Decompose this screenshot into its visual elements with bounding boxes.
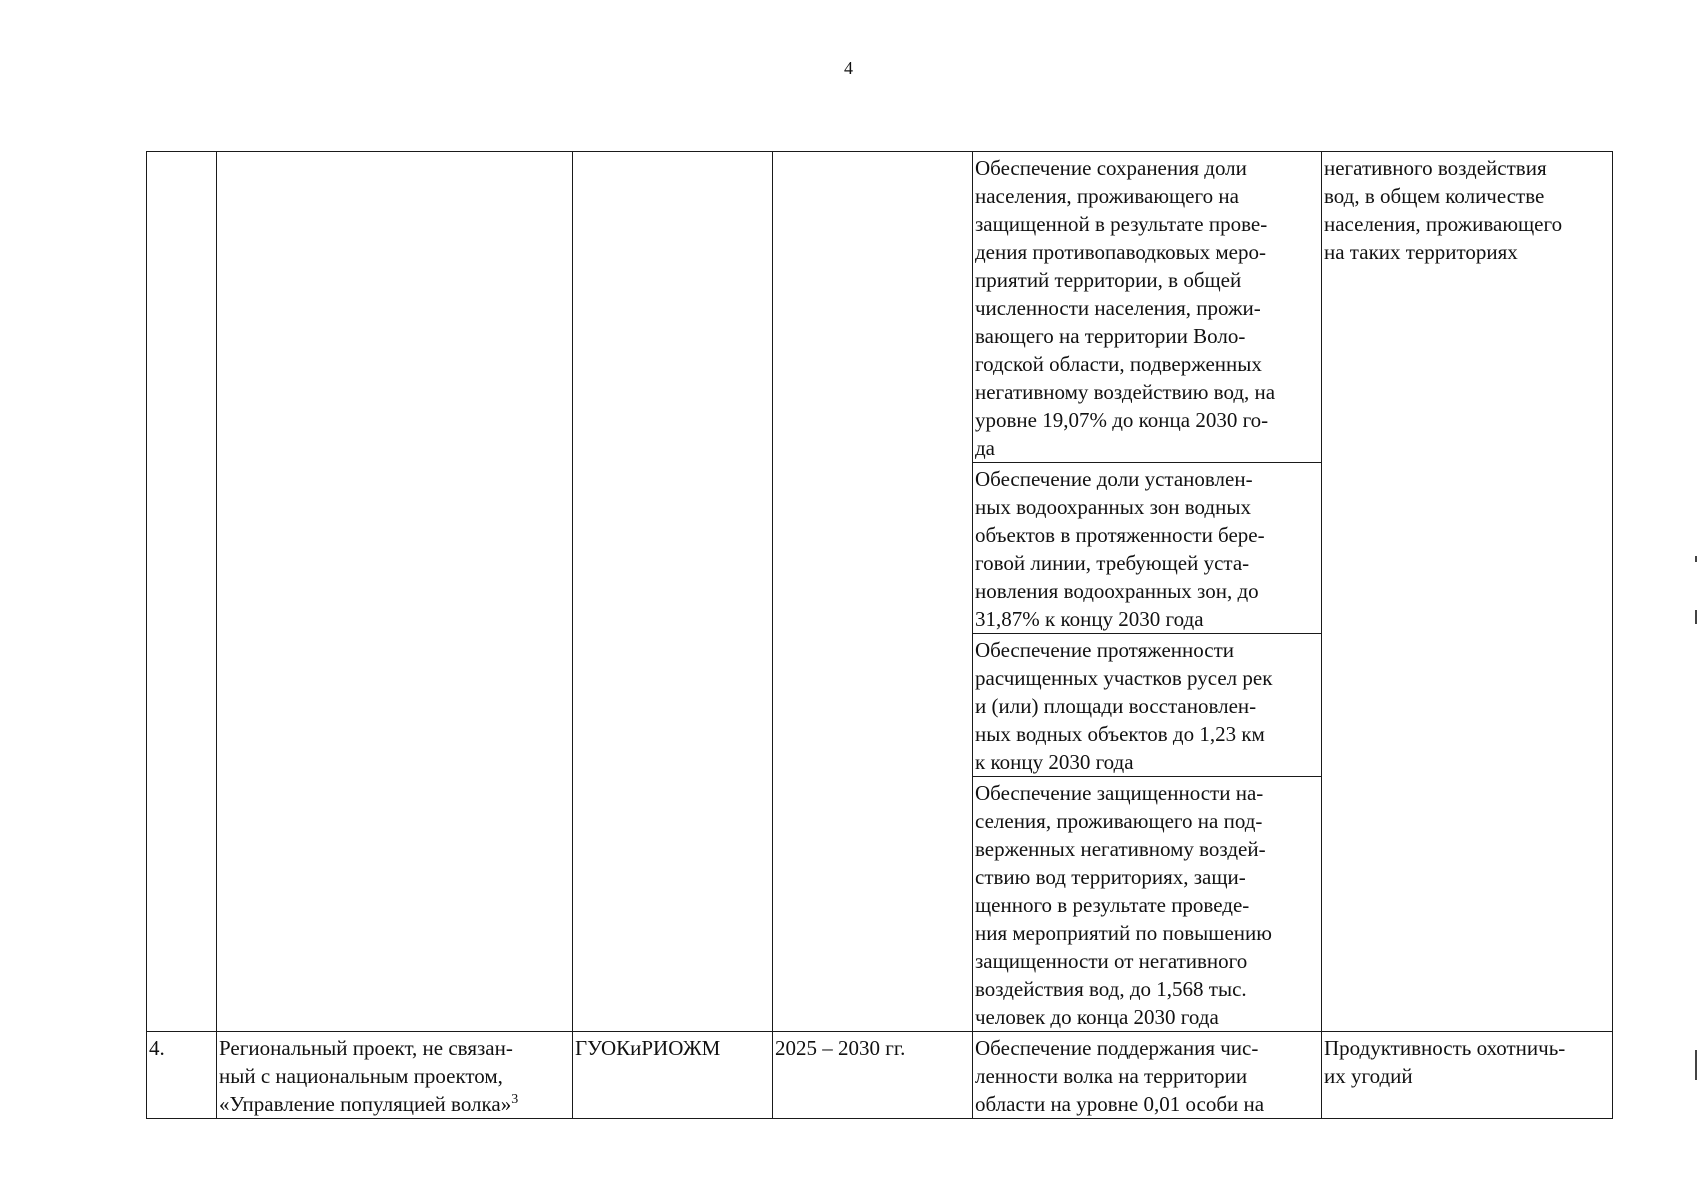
row-number: 4.: [149, 1036, 165, 1060]
program-table: [146, 151, 1613, 1119]
table-row: [147, 152, 1613, 463]
responsible-cell: [573, 1032, 773, 1119]
goal-text: Обеспечение защищенности на- селения, проживающего на под- верженных негативному воздей- ствию вод территориях, защи- щенного в результате проведе- ния мероприятий по повышению защищенности от негативного воздействия вод, до 1,568 тыс. человек до конца 2030 года: [975, 781, 1272, 1029]
goal-cell: [973, 777, 1322, 1032]
project-cell: [217, 152, 573, 1032]
number-cell: [147, 1032, 217, 1119]
goal-text: Обеспечение протяженности расчищенных участков русел рек и (или) площади восстановлен- ных водных объектов до 1,23 км к концу 2030 года: [975, 638, 1273, 774]
period-cell: [773, 1032, 973, 1119]
indicator-cell: [1322, 1032, 1613, 1119]
goal-cell: [973, 1032, 1322, 1119]
page-number: 4: [844, 58, 853, 78]
period-text: 2025 – 2030 гг.: [775, 1036, 906, 1060]
number-cell: [147, 152, 217, 1032]
goal-cell: [973, 152, 1322, 463]
table-row: [147, 1032, 1613, 1119]
project-cell: [217, 1032, 573, 1119]
footnote-marker: 3: [511, 1092, 519, 1107]
goal-cell: [973, 634, 1322, 777]
indicator-text: Продуктивность охотничь- их угодий: [1324, 1036, 1566, 1088]
responsible-cell: [573, 152, 773, 1032]
goal-text: Обеспечение поддержания чис- ленности волка на территории области на уровне 0,01 особи на: [975, 1036, 1265, 1116]
project-name: Региональный проект, не связан- ный с национальным проектом, «Управление популяцией волка»: [219, 1036, 513, 1116]
goal-cell: [973, 463, 1322, 634]
indicator-cell: [1322, 152, 1613, 1032]
goal-text: Обеспечение сохранения доли населения, проживающего на защищенной в результате прове- дения противопаводковых меро- приятий территории, в общей численности населения, прожи- вающего на территории Воло- годской области, подверженных негативному воздействию вод, на уровне 19,07% до конца 2030 го- да: [975, 156, 1276, 460]
period-cell: [773, 152, 973, 1032]
indicator-text: негативного воздействия вод, в общем количестве населения, проживающего на таких территориях: [1324, 156, 1563, 264]
goal-text: Обеспечение доли установлен- ных водоохранных зон водных объектов в протяженности бере- говой линии, требующей уста- новления водоохранных зон, до 31,87% к концу 2030 года: [975, 467, 1265, 631]
responsible-text: ГУОКиРИОЖМ: [575, 1036, 721, 1060]
